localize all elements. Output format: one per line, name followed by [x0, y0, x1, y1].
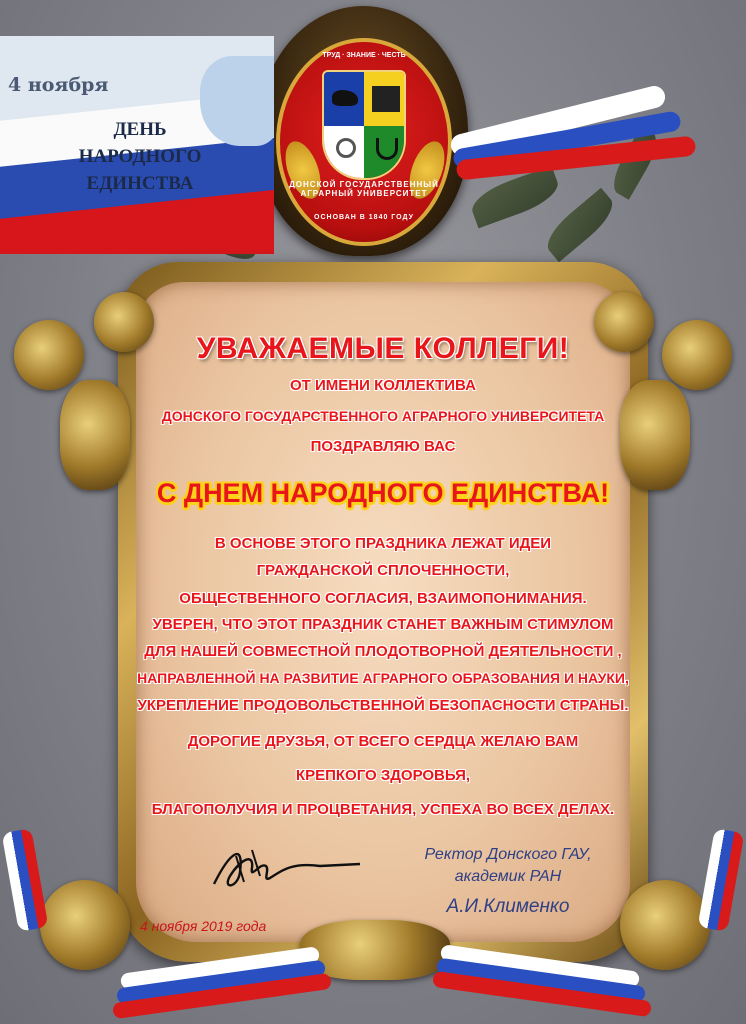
greeting-heading: УВАЖАЕМЫЕ КОЛЛЕГИ! [196, 332, 570, 365]
banner-date: 4 ноября [8, 74, 109, 96]
intro-line: ПОЗДРАВЛЯЮ ВАС [310, 438, 456, 455]
body-line: ДЛЯ НАШЕЙ СОВМЕСТНОЙ ПЛОДОТВОРНОЙ ДЕЯТЕЛЬНОСТИ , [144, 643, 622, 660]
banner-title-line: НАРОДНОГО [78, 146, 202, 167]
body-line: НАПРАВЛЕННОЙ НА РАЗВИТИЕ АГРАРНОГО ОБРАЗОВАНИЯ И НАУКИ, [137, 670, 629, 686]
wish-line: КРЕПКОГО ЗДОРОВЬЯ, [295, 767, 471, 784]
intro-line: ОТ ИМЕНИ КОЛЛЕКТИВА [290, 377, 476, 394]
flag-ribbon [2, 828, 49, 932]
emblem-founded-text: ОСНОВАН В 1840 ГОДУ [314, 214, 414, 221]
body-line: ОБЩЕСТВЕННОГО СОГЛАСИЯ, ВЗАИМОПОНИМАНИЯ. [179, 590, 587, 607]
signer-name: А.И.Клименко [446, 896, 570, 917]
scroll-ornament [40, 880, 130, 970]
scroll-ornament [60, 380, 130, 490]
body-line: УКРЕПЛЕНИЕ ПРОДОВОЛЬСТВЕННОЙ БЕЗОПАСНОСТИ СТРАНЫ. [137, 697, 629, 714]
banner-title [30, 116, 250, 197]
scroll-ornament [620, 380, 690, 490]
signer-title: академик РАН [454, 868, 562, 885]
emblem-shield-icon [322, 70, 406, 180]
scroll-ornament [14, 320, 84, 390]
holiday-headline: С ДНЕМ НАРОДНОГО ЕДИНСТВА! [156, 478, 610, 508]
banner-title-line: ЕДИНСТВА [86, 173, 194, 194]
flag-ribbon [698, 828, 745, 932]
scroll-ornament [662, 320, 732, 390]
emblem-motto: ТРУД · ЗНАНИЕ · ЧЕСТЬ [322, 52, 406, 59]
letter-date: 4 ноября 2019 года [140, 918, 267, 934]
body-line: УВЕРЕН, ЧТО ЭТОТ ПРАЗДНИК СТАНЕТ ВАЖНЫМ СТИМУЛОМ [152, 616, 614, 633]
wish-line: БЛАГОПОЛУЧИЯ И ПРОЦВЕТАНИЯ, УСПЕХА ВО ВСЕХ ДЕЛАХ. [151, 801, 615, 818]
decorative-leaf [540, 188, 621, 262]
emblem-ring-text: ДОНСКОЙ ГОСУДАРСТВЕННЫЙ АГРАРНЫЙ УНИВЕРСИТЕТ [289, 180, 439, 198]
signer-title: Ректор Донского ГАУ, [424, 846, 592, 863]
scroll-ornament [620, 880, 710, 970]
banner-title-line: ДЕНЬ [113, 119, 167, 140]
wish-line: ДОРОГИЕ ДРУЗЬЯ, ОТ ВСЕГО СЕРДЦА ЖЕЛАЮ ВАМ [187, 733, 579, 750]
body-line: ГРАЖДАНСКОЙ СПЛОЧЕННОСТИ, [256, 562, 510, 579]
intro-line: ДОНСКОГО ГОСУДАРСТВЕННОГО АГРАРНОГО УНИВЕРСИТЕТА [161, 408, 605, 424]
signature-icon [200, 832, 370, 902]
body-line: В ОСНОВЕ ЭТОГО ПРАЗДНИКА ЛЕЖАТ ИДЕИ [214, 535, 552, 552]
